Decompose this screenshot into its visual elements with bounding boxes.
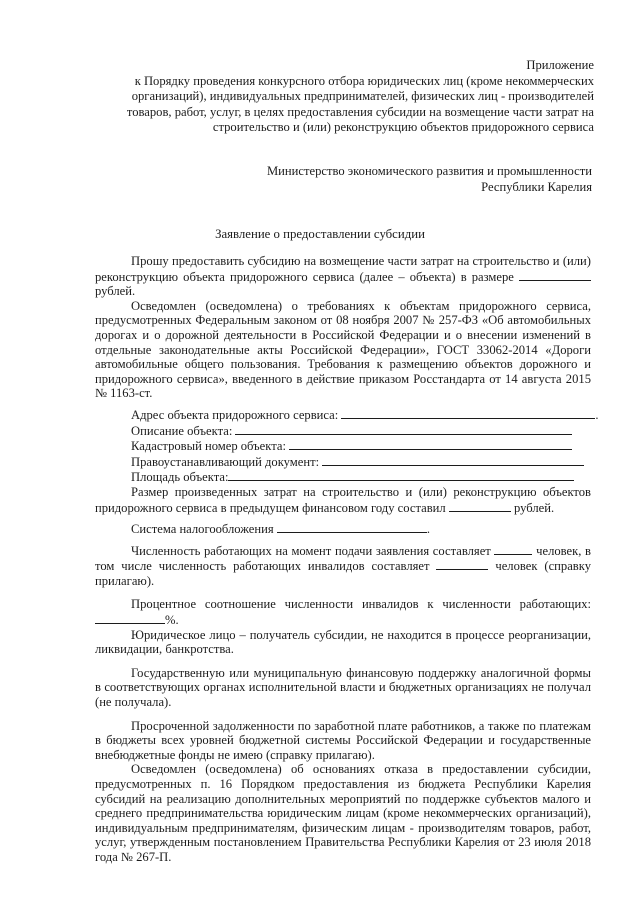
title-document-row — [95, 454, 591, 470]
cadastral-blank-field[interactable] — [289, 438, 572, 450]
application-body — [95, 254, 599, 865]
appendix-line: товаров, работ, услуг, в целях предоставления субсидии на возмещение части затрат на — [126, 104, 594, 119]
tax-blank-field[interactable] — [277, 521, 427, 533]
ratio-paragraph — [95, 597, 591, 627]
request-paragraph — [95, 254, 591, 299]
address-blank-field[interactable] — [341, 407, 595, 419]
appendix-title: Приложение — [526, 58, 594, 72]
address-label: Адрес объекта придорожного сервиса: — [131, 407, 339, 422]
tax-label: Система налогообложения — [131, 522, 274, 537]
amount-blank-field[interactable] — [519, 269, 591, 281]
appendix-line: организаций), индивидуальных предпринимателей, физических лиц - производителей — [131, 89, 594, 104]
costs-end-text: рублей. — [513, 500, 555, 515]
costs-text: Размер произведенных затрат на строительство и (или) реконструкцию объектов придорожного сервиса в предыдущем финансовом году составил — [95, 484, 591, 515]
appendix-line: строительство и (или) реконструкцию объектов придорожного сервиса — [212, 120, 594, 135]
description-blank-field[interactable] — [235, 423, 572, 435]
description-label: Описание объекта: — [131, 423, 233, 438]
state-support-paragraph: Государственную или муниципальную финансовую поддержку аналогичной формы в соответствующих органах исполнительной власти и бюджетных организациях не получал (не получала). — [95, 665, 591, 710]
area-row — [95, 469, 591, 485]
appendix-header — [74, 58, 594, 136]
ratio-unit: %. — [165, 613, 179, 628]
description-row — [95, 423, 591, 439]
costs-paragraph — [95, 485, 591, 515]
arrears-paragraph: Просроченной задолженности по заработной плате работников, а также по платежам в бюджеты всех уровней бюджетной системы Российской Федерации и государственные внебюджетные фонды не имею (справку прилагаю). — [95, 718, 591, 762]
cadastral-row — [95, 438, 591, 454]
request-text: Прошу предоставить субсидию на возмещение части затрат на строительство и (или) реконструкцию объекта придорожного сервиса (далее – объекта) в размере — [95, 254, 591, 284]
staff-text-3: человек (справку прилагаю). — [95, 559, 591, 588]
staff-count-blank-field[interactable] — [494, 543, 532, 555]
requirements-paragraph: Осведомлен (осведомлена) о требованиях к объектам придорожного сервиса, предусмотренных Федеральным законом от 08 ноября 2007 № 257-ФЗ «Об автомобильных дорогах и о дорожной деятельности в Российской Федерации и о внесении изменений в отдельные законодательные акты Российской Федерации», ГОСТ 33062-2014 «Дороги автомобильные общего пользования. Требования к размещению объектов дорожного и придорожного сервиса», введенного в действие приказом Росстандарта от 14 августа 2015 № 1163-ст. — [95, 298, 591, 401]
recipient-line: Республики Карелия — [481, 180, 592, 194]
staff-text-2: человек, в том числе численность работающих инвалидов составляет — [95, 543, 591, 574]
document-title: Заявление о предоставлении субсидии — [215, 227, 425, 241]
recipient-line: Министерство экономического развития и промышленности — [266, 164, 592, 178]
ratio-label: Процентное соотношение численности инвалидов к численности работающих: — [131, 597, 591, 612]
tax-row: Система налогообложения . — [131, 522, 430, 537]
request-end-text: рублей. — [95, 284, 136, 299]
disabled-count-blank-field[interactable] — [436, 558, 488, 570]
title-document-blank-field[interactable] — [322, 454, 584, 466]
title-document-label: Правоустанавливающий документ: — [131, 454, 320, 469]
staff-paragraph — [95, 543, 591, 589]
legal-status-paragraph: Юридическое лицо – получатель субсидии, не находится в процессе реорганизации, ликвидации, банкротства. — [95, 627, 591, 657]
area-label: Площадь объекта: — [131, 470, 229, 485]
appendix-line: к Порядку проведения конкурсного отбора юридических лиц (кроме некоммерческих — [134, 73, 594, 88]
ratio-blank-field[interactable] — [95, 612, 165, 624]
recipient-block — [267, 163, 592, 195]
address-row: Адрес объекта придорожного сервиса: . — [131, 407, 599, 422]
refusal-paragraph: Осведомлен (осведомлена) об основаниях отказа в предоставлении субсидии, предусмотренных п. 16 Порядком предоставления из бюджета Республики Карелия субсидий на реализацию дополнительных мероприятий по поддержке субъектов малого и среднего предпринимательства юридическим лицам (кроме некоммерческих организаций), индивидуальным предпринимателям, физическим лицам - производителям товаров, работ, услуг, утвержденным постановлением Правительства Республики Карелия от 23 июля 2018 года № 267-П. — [95, 762, 591, 864]
area-blank-field[interactable] — [228, 469, 574, 481]
costs-blank-field[interactable] — [449, 500, 511, 512]
cadastral-label: Кадастровый номер объекта: — [131, 439, 286, 454]
staff-text-1: Численность работающих на момент подачи заявления составляет — [131, 543, 491, 558]
